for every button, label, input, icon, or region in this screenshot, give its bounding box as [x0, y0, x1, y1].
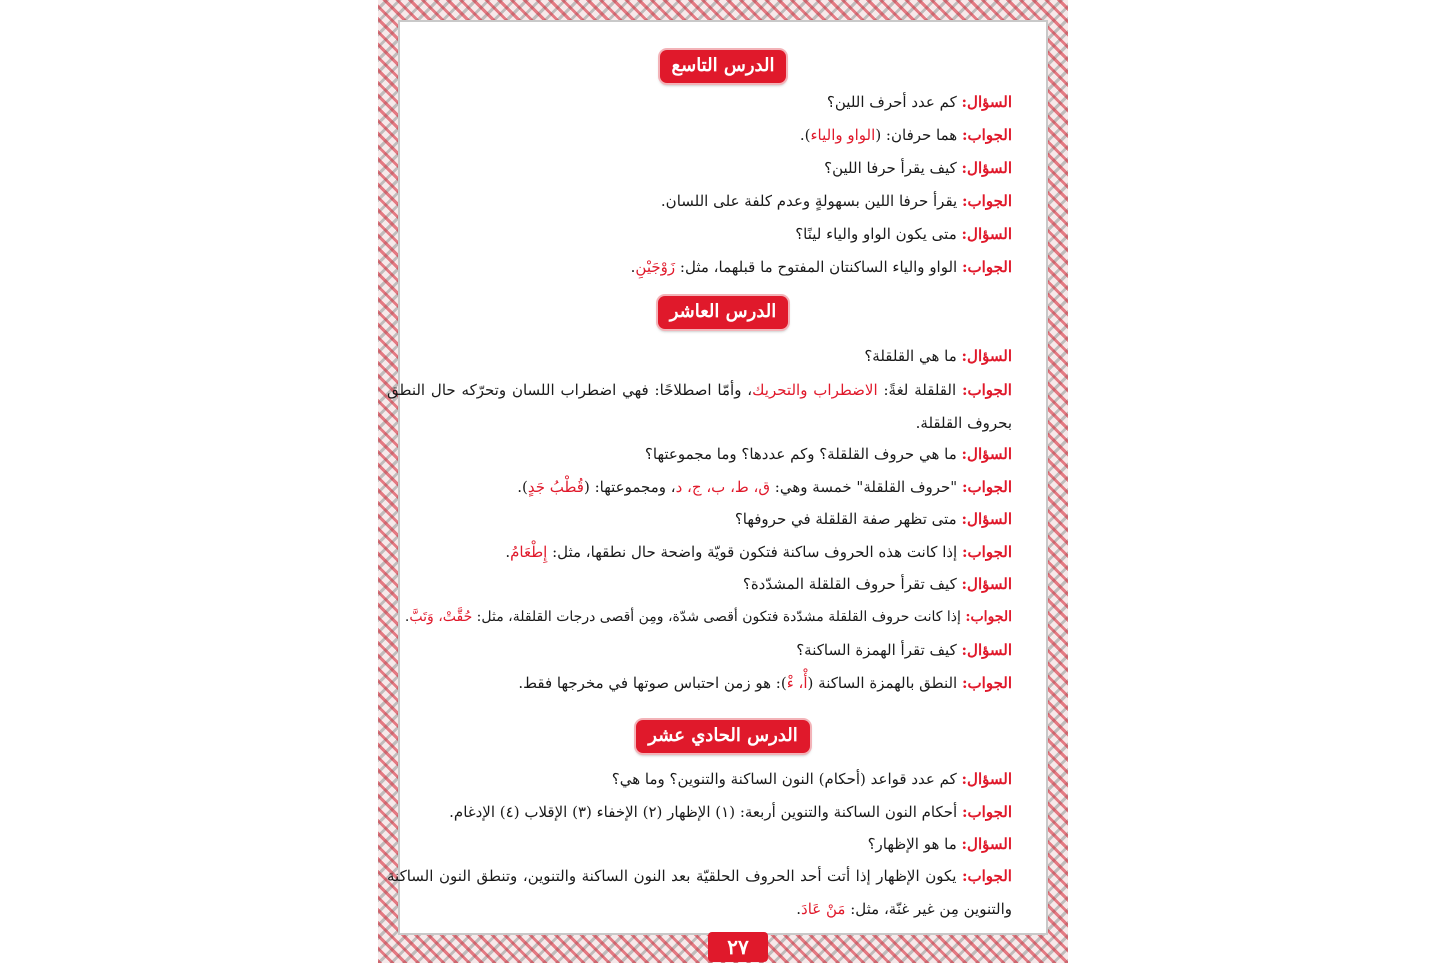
section-badge: الدرس العاشر — [658, 296, 789, 329]
question-line: السؤال: كيف تقرأ الهمزة الساكنة؟ — [796, 641, 1012, 659]
section-badge: الدرس التاسع — [660, 50, 787, 83]
section-title-11 — [400, 720, 1046, 753]
answer-line: الجواب: إذا كانت هذه الحروف ساكنة فتكون قويّة واضحة حال نطقها، مثل: إِطْعَامُ. — [505, 543, 1012, 561]
book-page — [378, 0, 1068, 963]
page-number: ٢٧ — [708, 932, 768, 962]
answer-line: الجواب: يقرأ حرفا اللين بسهولةٍ وعدم كلفة على اللسان. — [660, 192, 1012, 210]
answer-line: الجواب: القلقلة لغةً: الاضطراب والتحريك، وأمّا اصطلاحًا: فهي اضطراب اللسان وتحرّكه حال النطق بحروف القلقلة. — [387, 381, 1012, 432]
question-line: السؤال: متى تظهر صفة القلقلة في حروفها؟ — [734, 510, 1012, 528]
question-line: السؤال: كيف يقرأ حرفا اللين؟ — [824, 159, 1012, 177]
answer-line: الجواب: أحكام النون الساكنة والتنوين أربعة: (١) الإظهار (٢) الإخفاء (٣) الإقلاب (٤) الإدغام. — [449, 803, 1012, 821]
question-line: السؤال: ما هي القلقلة؟ — [864, 347, 1012, 365]
question-line: السؤال: ما هي حروف القلقلة؟ وكم عددها؟ وما مجموعتها؟ — [644, 445, 1012, 463]
answer-line: الجواب: النطق بالهمزة الساكنة (أْ، ءْ): هو زمن احتباس صوتها في مخرجها فقط. — [518, 674, 1012, 692]
section-title-9 — [400, 50, 1046, 83]
answer-line: الجواب: يكون الإظهار إذا أتت أحد الحروف الحلقيّة بعد النون الساكنة والتنوين، وتنطق النون الساكنة والتنوين مِن غير غنّة، مثل: مَنْ عَادَ. — [387, 867, 1012, 918]
answer-line: الجواب: إذا كانت حروف القلقلة مشدّدة فتكون أقصى شدّة، ومِن أقصى درجات القلقلة، مثل: حُقَّتْ، وَتَبَّ. — [404, 609, 1012, 625]
question-line: السؤال: متى يكون الواو والياء لينًا؟ — [795, 225, 1012, 243]
section-badge: الدرس الحادي عشر — [636, 720, 810, 753]
answer-line: الجواب: الواو والياء الساكنتان المفتوح ما قبلهما، مثل: زَوْجَيْنِ. — [630, 258, 1012, 276]
question-line: السؤال: كم عدد قواعد (أحكام) النون الساكنة والتنوين؟ وما هي؟ — [611, 770, 1012, 788]
answer-line: الجواب: "حروف القلقلة" خمسة وهي: ق، ط، ب، ج، د، ومجموعتها: (قُطْبُ جَدٍ). — [517, 478, 1012, 496]
answer-line: الجواب: هما حرفان: (الواو والياء). — [799, 126, 1012, 144]
question-line: السؤال: كم عدد أحرف اللين؟ — [826, 93, 1012, 111]
question-line: السؤال: كيف تقرأ حروف القلقلة المشدّدة؟ — [742, 575, 1012, 593]
question-line: السؤال: ما هو الإظهار؟ — [867, 835, 1012, 853]
page-content — [387, 22, 1046, 933]
section-title-10 — [400, 296, 1046, 329]
